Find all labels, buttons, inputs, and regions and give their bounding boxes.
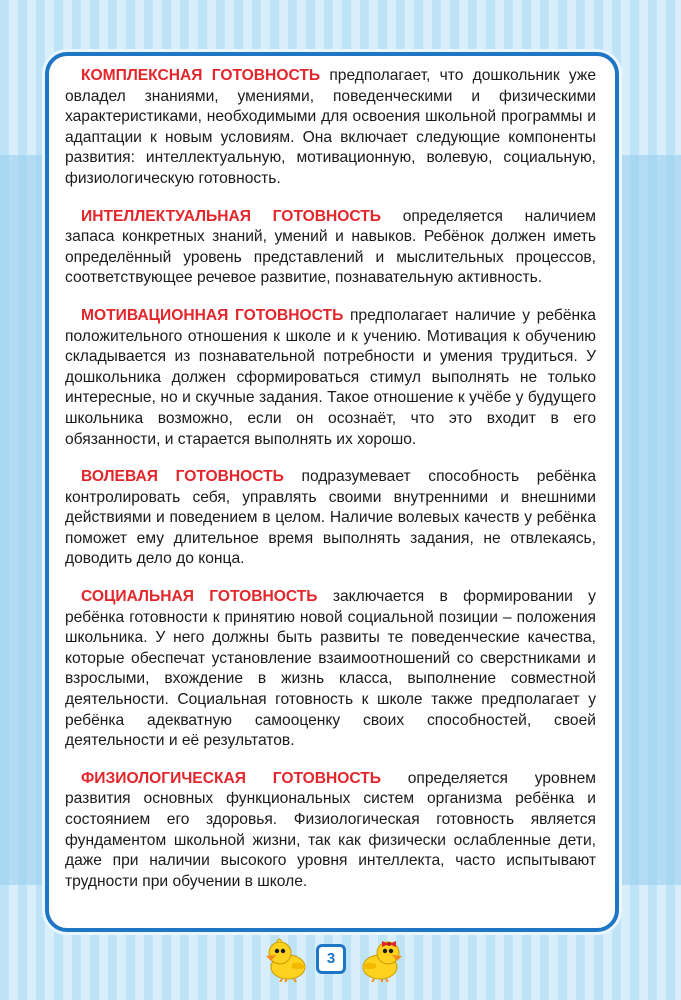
page-footer: [0, 934, 681, 986]
section-text: предполагает наличие у ребёнка положительного отношения к школе и к учению. Мотивация к обучению складывается из познавательной потребности и умения трудиться. У дошкольника должен сформироваться стимул выполнять не только интересные, но и скучные задания. Такое отношение к учёбе у будущего школьника возможно, если он осознаёт, что это входит в его обязанности, и старается выполнять их хорошо.: [65, 306, 596, 448]
section-volitional-readiness: [65, 467, 596, 570]
page-number: 3: [316, 944, 346, 974]
section-motivational-readiness: [65, 306, 596, 450]
section-term: ИНТЕЛЛЕКТУАЛЬНАЯ ГОТОВНОСТЬ: [81, 207, 381, 225]
section-physiological-readiness: [65, 769, 596, 893]
page-content: [65, 66, 596, 909]
section-term: МОТИВАЦИОННАЯ ГОТОВНОСТЬ: [81, 306, 344, 324]
section-social-readiness: [65, 587, 596, 752]
section-text: определяется наличием запаса конкретных знаний, умений и навыков. Ребёнок должен иметь определённый уровень представлений и мыслительных процессов, соответствующее речевое развитие, познавательную активность.: [65, 207, 596, 287]
section-term: ВОЛЕВАЯ ГОТОВНОСТЬ: [81, 468, 284, 486]
section-text: предполагает, что дошкольник уже овладел знаниями, умениями, поведенческими и физическими характеристиками, необходимыми для освоения школьной программы и адаптации к новым условиям. Она включает следующие компоненты развития: интеллектуальную, мотивационную, волевую, социальную, физиологическую готовность.: [65, 67, 596, 187]
section-term: КОМПЛЕКСНАЯ ГОТОВНОСТЬ: [81, 67, 321, 84]
section-text: заключается в формировании у ребёнка готовности к принятию новой социальной позиции – положения школьника. У него должны быть развиты те поведенческие качества, которые обеспечат установление взаимоотношений со сверстниками и взрослыми, вхождение в жизнь класса, выполнение совместной деятельности. Социальная готовность к школе также предполагает у ребёнка адекватную самооценку своих способностей, своей деятельности и её результатов.: [65, 588, 596, 750]
section-text: подразумевает способность ребёнка контролировать себя, управлять своими внутренними и внешними действиями и поведением в целом. Наличие волевых качеств у ребёнка поможет ему длительное время выполнять задания, не отвлекаясь, доводить дело до конца.: [65, 468, 596, 568]
section-text: определяется уровнем развития основных функциональных систем организма ребёнка и состоянием его здоровья. Физиологическая готовность является фундаментом школьной жизни, так как физически ослабленные дети, даже при наличии высокого уровня интеллекта, часто испытывают трудности при обучении в школе.: [65, 769, 596, 890]
chick-icon: [262, 936, 312, 982]
chick-with-bow-icon: [356, 936, 406, 982]
section-term: СОЦИАЛЬНАЯ ГОТОВНОСТЬ: [81, 588, 318, 606]
section-complex-readiness: [65, 66, 596, 190]
section-term: ФИЗИОЛОГИЧЕСКАЯ ГОТОВНОСТЬ: [81, 769, 381, 787]
section-intellectual-readiness: [65, 207, 596, 289]
